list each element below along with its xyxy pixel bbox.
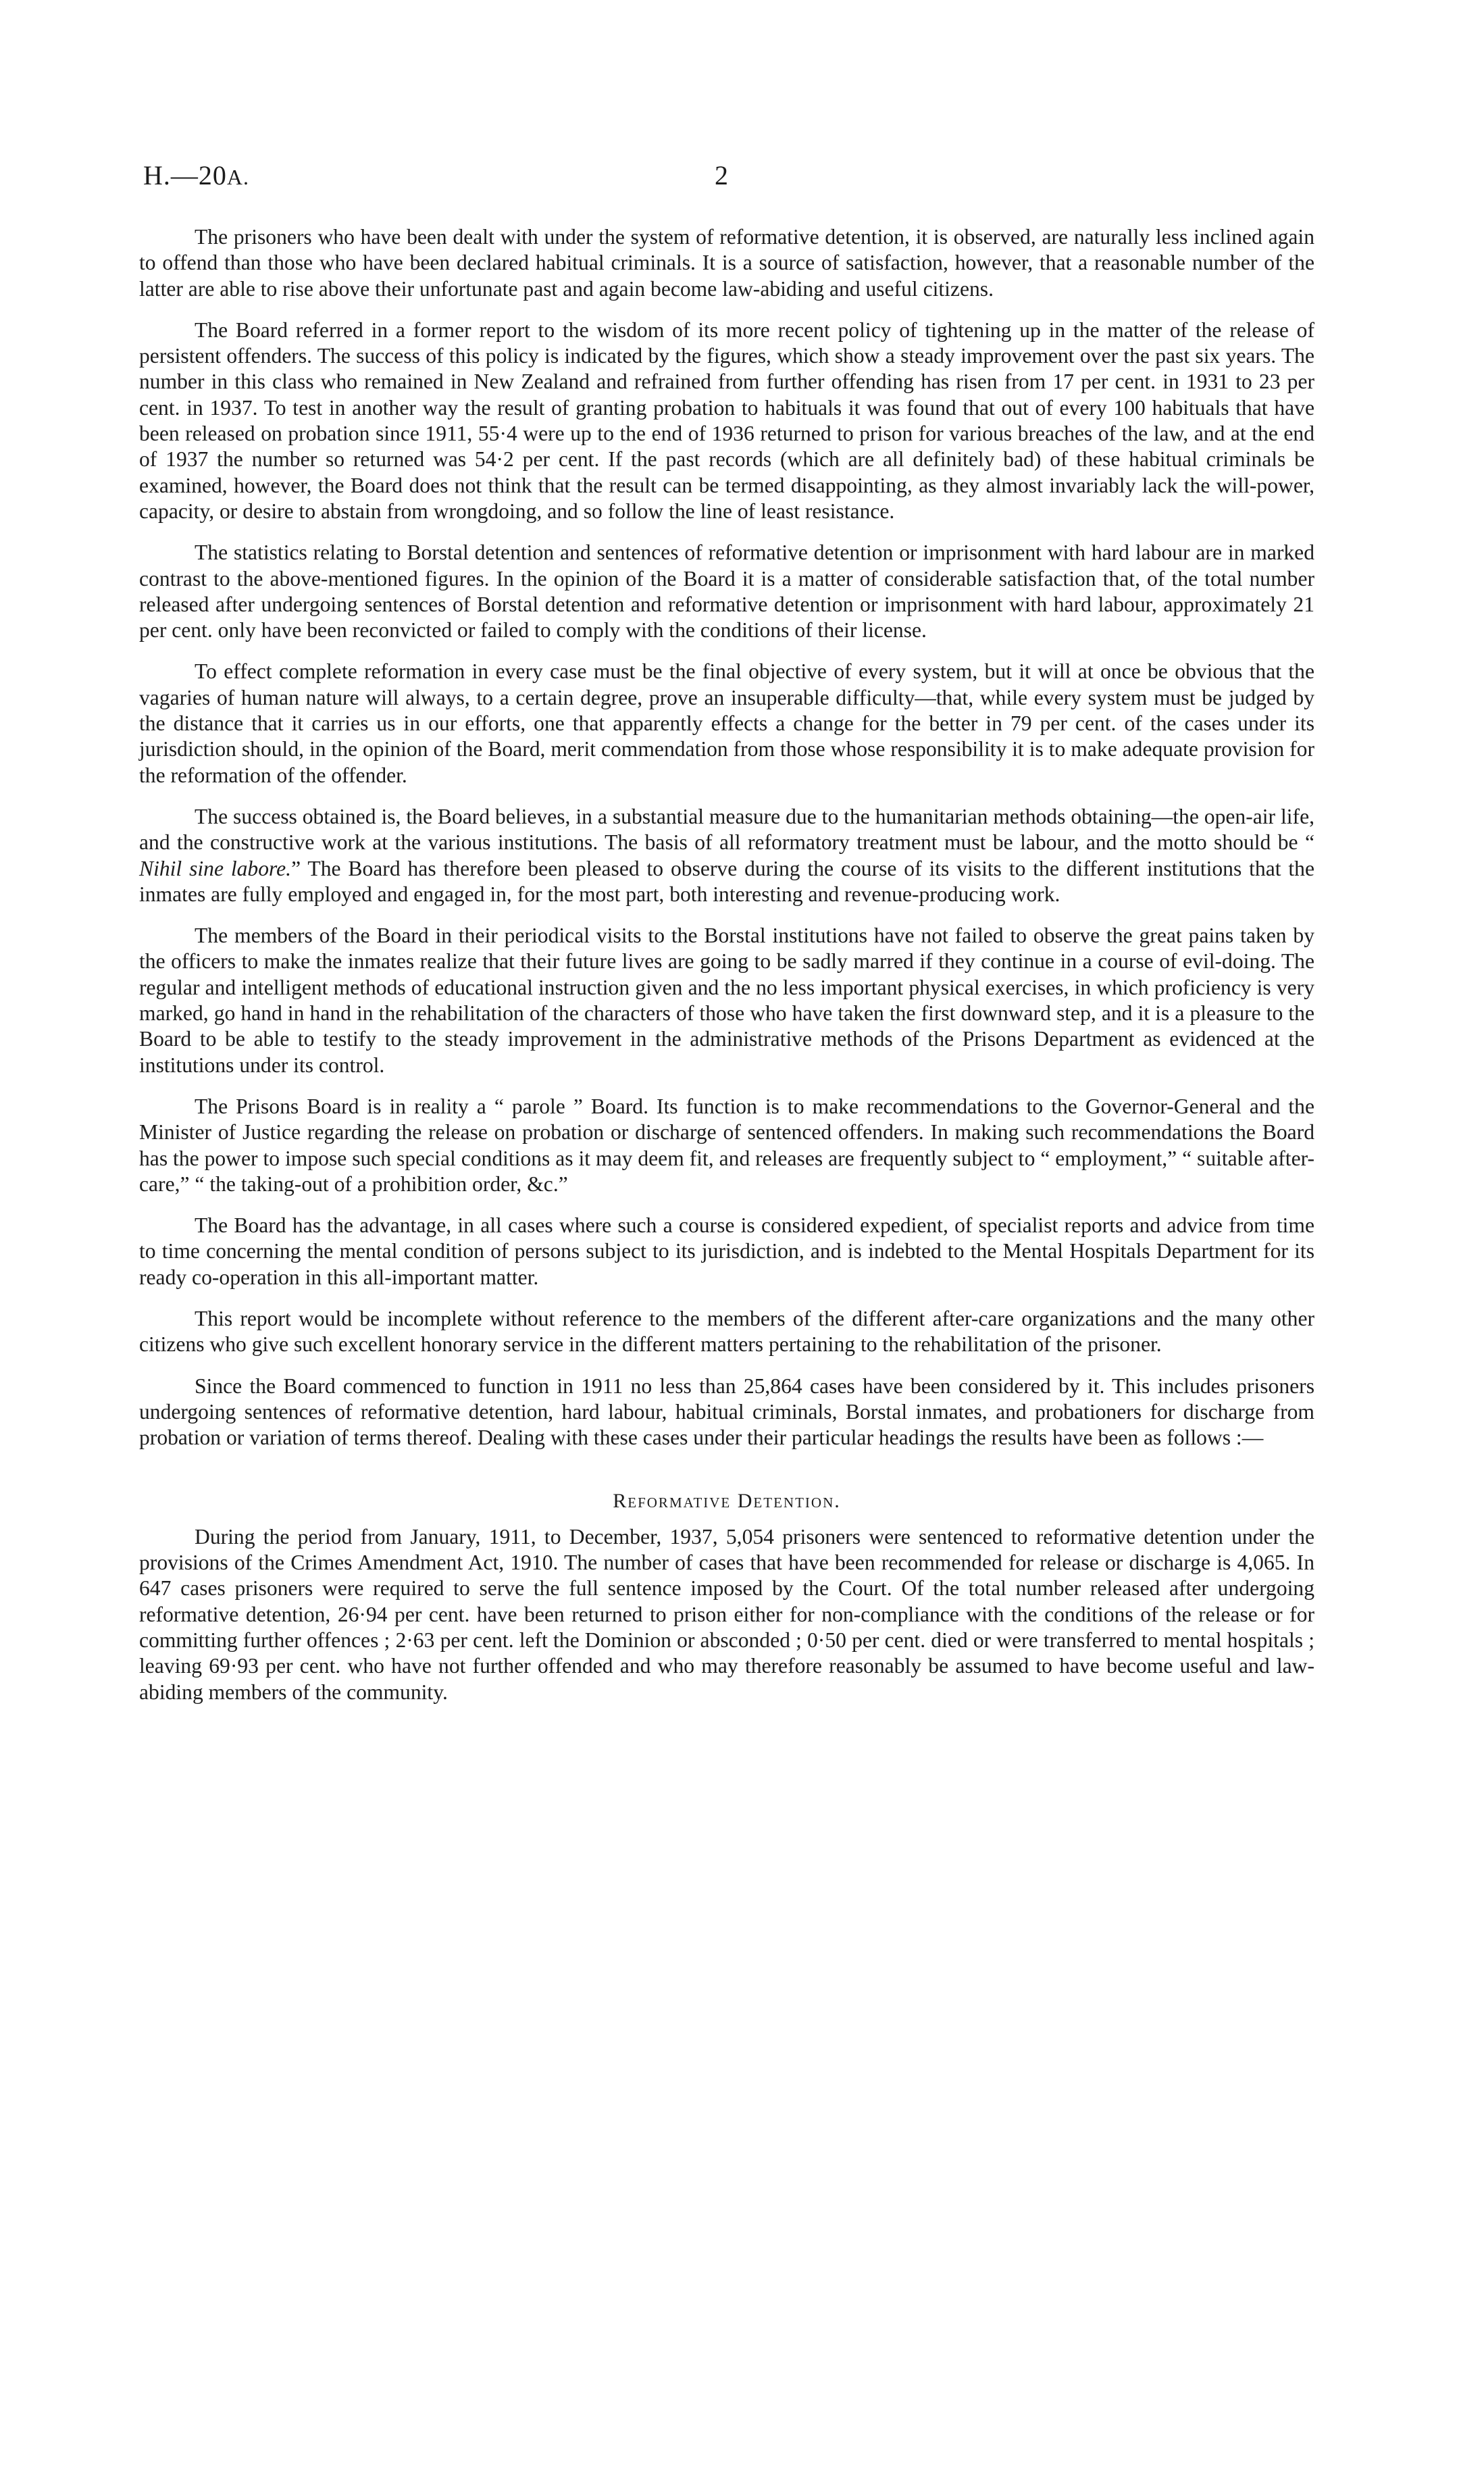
paragraph-after-care: This report would be incomplete without reference to the members of the different after-care organizations and the many other citizens who give such excellent honorary service in the different matters pertaining to the rehabilitation of the prisoner. (139, 1306, 1314, 1357)
section-heading-reformative-detention: Reformative Detention. (613, 1490, 841, 1513)
reference-code: H.—20 (143, 160, 227, 191)
paragraph-borstal-statistics: The statistics relating to Borstal detention and sentences of reformative detention or imprisonment with hard labour are in marked contrast to the above-mentioned figures. In the opinion of the Board it is a matter of considerable satisfaction that, of the total number released after undergoing sentences of Borstal detention and reformative detention or imprisonment with hard labour, approximately 21 per cent. only have been reconvicted or failed to comply with the conditions of their license. (139, 540, 1314, 643)
paragraph-reformative-vs-habitual: The prisoners who have been dealt with under the system of reformative detention, it is observed, are naturally less inclined again to offend than those who have been declared habitual criminals. It is a source of satisfaction, however, that a reasonable number of the latter are able to rise above their unfortunate past and again become law-abiding and useful citizens. (139, 225, 1314, 301)
motto-text: Nihil sine labore. (139, 856, 292, 880)
body-text (139, 224, 1314, 1721)
paragraph-complete-reformation: To effect complete reformation in every case must be the final objective of every system, but it will at once be obvious that the vagaries of human nature will always, to a certain degree, prove an insuperable difficulty—that, while every system must be judged by the distance that it carries us in our efforts, one that apparently effects a change for the better in 79 per cent. of the cases under its jurisdiction should, in the opinion of the Board, merit commendation from those whose responsibility it is to make adequate provision for the reformation of the offender. (139, 659, 1314, 787)
parliamentary-paper-reference (143, 159, 249, 191)
paragraph-cases-considered: Since the Board commenced to function in 1911 no less than 25,864 cases have been considered by it. This includes prisoners undergoing sentences of reformative detention, hard labour, habitual criminals, Borstal inmates, and probationers for discharge from probation or variation of terms thereof. Dealing with these cases under their particular headings the results have been as follows :— (139, 1374, 1314, 1450)
page-number: 2 (715, 160, 728, 191)
paragraph-specialist-reports: The Board has the advantage, in all cases where such a course is considered expedient, of specialist reports and advice from time to time concerning the mental condition of persons subject to its jurisdiction, and is indebted to the Mental Hospitals Department for its ready co-operation in this all-important matter. (139, 1213, 1314, 1289)
motto-lead-text: The success obtained is, the Board believes, in a substantial measure due to the humanitarian methods obtaining—the open-air life, and the constructive work at the various institutions. The basis of all reformatory treatment must be labour, and the motto should be “ (139, 804, 1314, 855)
paragraph-persistent-offenders: The Board referred in a former report to the wisdom of its more recent policy of tightening up in the matter of the release of persistent offenders. The success of this policy is indicated by the figures, which show a steady improvement over the past six years. The number in this class who remained in New Zealand and refrained from further offending has risen from 17 per cent. in 1931 to 23 per cent. in 1937. To test in another way the result of granting probation to habituals it was found that out of every 100 habituals that have been released on probation since 1911, 55·4 were up to the end of 1936 returned to prison for various breaches of the law, and at the end of 1937 the number so returned was 54·2 per cent. If the past records (which are all definitely bad) of these habitual criminals be examined, however, the Board does not think that the result can be termed disappointing, as they almost invariably lack the will-power, capacity, or desire to abstain from wrongdoing, and so follow the line of least resistance. (139, 318, 1314, 523)
motto-trailing-text: ” The Board has therefore been pleased to observe during the course of its visits to the different institutions that the inmates are fully employed and engaged in, for the most part, both interesting and revenue-producing work. (139, 856, 1314, 906)
paragraph-parole-board: The Prisons Board is in reality a “ parole ” Board. Its function is to make recommendations to the Governor-General and the Minister of Justice regarding the release on probation or discharge of sentenced offenders. In making such recommendations the Board has the power to impose such special conditions as it may deem fit, and releases are frequently subject to “ employment,” “ suitable after-care,” “ the taking-out of a prohibition order, &c.” (139, 1094, 1314, 1196)
paragraph-reformative-detention: During the period from January, 1911, to December, 1937, 5,054 prisoners were sentenced to reformative detention under the provisions of the Crimes Amendment Act, 1910. The number of cases that have been recommended for release or discharge is 4,065. In 647 cases prisoners were required to serve the full sentence imposed by the Court. Of the total number released after undergoing reformative detention, 26·94 per cent. have been returned to prison either for non-compliance with the conditions of the release or for committing further offences ; 2·63 per cent. left the Dominion or absconded ; 0·50 per cent. died or were transferred to mental hospitals ; leaving 69·93 per cent. who have not further offended and who may therefore reasonably be assumed to have become useful and law-abiding members of the community. (139, 1524, 1314, 1704)
paragraph-humanitarian-methods (139, 804, 1314, 907)
reference-suffix: A. (226, 165, 249, 189)
paragraph-board-visits: The members of the Board in their periodical visits to the Borstal institutions have not failed to observe the great pains taken by the officers to make the inmates realize that their future lives are going to be sadly marred if they continue in a course of evil-doing. The regular and intelligent methods of educational instruction given and the no less important physical exercises, in which proficiency is very marked, go hand in hand in the rehabilitation of the characters of those who have taken the first downward step, and it is a pleasure to the Board to be able to testify to the steady improvement in the administrative methods of the Prisons Department as evidenced at the institutions under its control. (139, 924, 1314, 1077)
